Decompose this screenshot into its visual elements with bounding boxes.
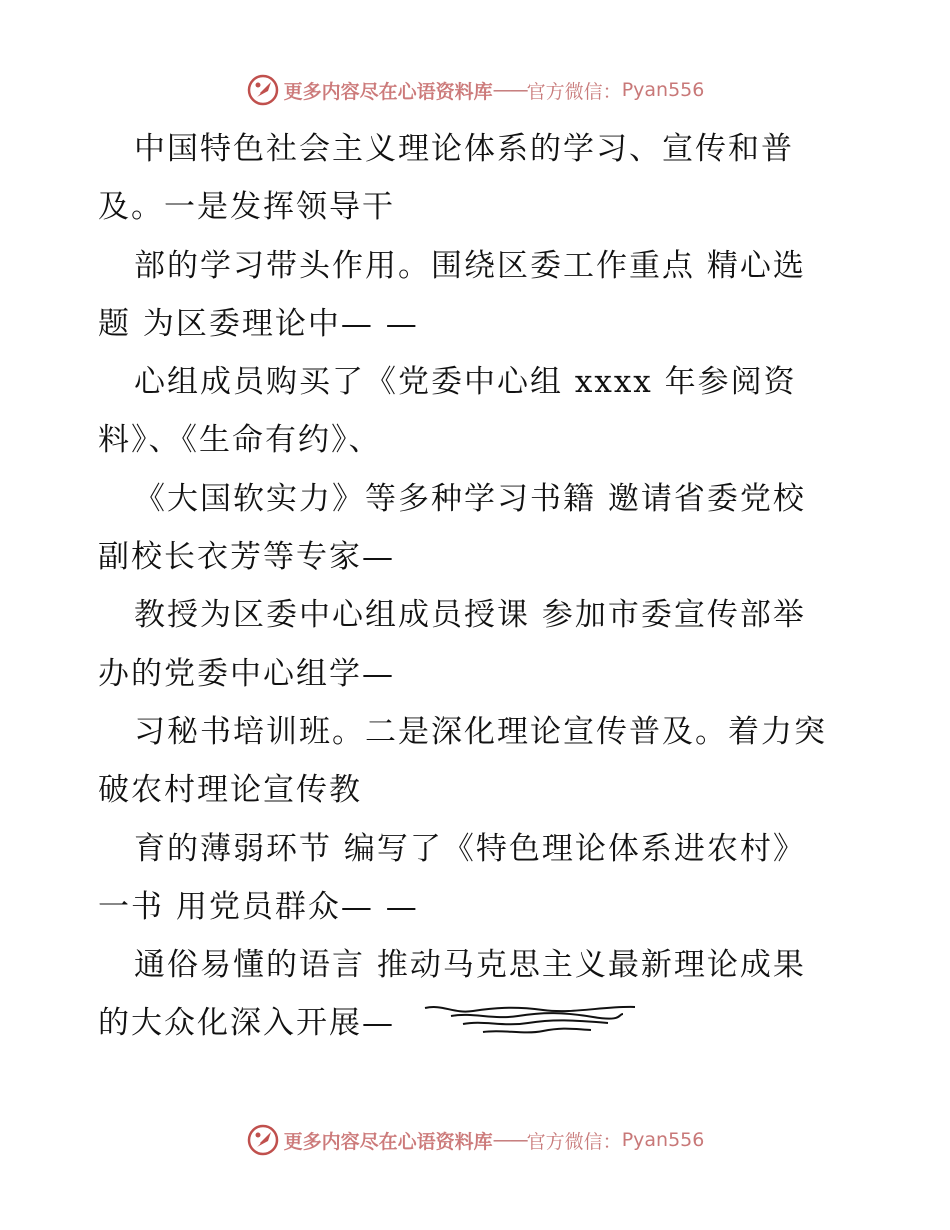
body-line: 部的学习带头作用。围绕区委工作重点 精心选 xyxy=(134,247,806,284)
body-line: 料》、《生命有约》、 xyxy=(98,422,382,459)
body-line: 《大国软实力》等多种学习书籍 邀请省委党校 xyxy=(134,480,806,517)
handwritten-squiggle-icon xyxy=(423,1002,638,1036)
quill-pen-logo-icon xyxy=(246,1123,280,1157)
quill-pen-logo-icon xyxy=(246,73,280,107)
body-line: 通俗易懂的语言 推动马克思主义最新理论成果 xyxy=(134,947,806,984)
body-line: 教授为区委中心组成员授课 参加市委宣传部举 xyxy=(134,597,806,634)
watermark-site-name: 更多内容尽在心语资料库 xyxy=(283,80,493,103)
document-body xyxy=(98,120,858,1053)
body-line: 副校长衣芳等专家— xyxy=(98,539,395,576)
watermark-dash: —— xyxy=(492,79,527,101)
body-line-text: 的大众化深入开展— xyxy=(98,1005,395,1042)
body-line: 中国特色社会主义理论体系的学习、宣传和普 xyxy=(134,131,794,167)
body-line: 及。一是发挥领导干 xyxy=(98,189,395,226)
body-line: 习秘书培训班。二是深化理论宣传普及。着力突 xyxy=(134,713,827,750)
watermark-site-name: 更多内容尽在心语资料库 xyxy=(283,1130,493,1153)
body-line: 育的薄弱环节 编写了《特色理论体系进农村》 xyxy=(134,830,806,867)
body-line: 办的党委中心组学— xyxy=(98,655,395,692)
body-line: 题 为区委理论中— — xyxy=(98,305,419,342)
watermark-label: 官方微信： xyxy=(526,1130,622,1153)
header-watermark xyxy=(0,70,950,110)
body-line: 破农村理论宣传教 xyxy=(98,772,362,809)
watermark-label: 官方微信： xyxy=(526,80,622,103)
watermark-dash: —— xyxy=(492,1129,527,1151)
body-line-last xyxy=(98,994,858,1052)
body-line: 心组成员购买了《党委中心组 xxxx 年参阅资 xyxy=(134,364,797,401)
footer-watermark xyxy=(0,1120,950,1160)
watermark-account: Pyan556 xyxy=(621,1129,705,1151)
body-line: 一书 用党员群众— — xyxy=(98,888,419,925)
watermark-account: Pyan556 xyxy=(621,79,705,101)
